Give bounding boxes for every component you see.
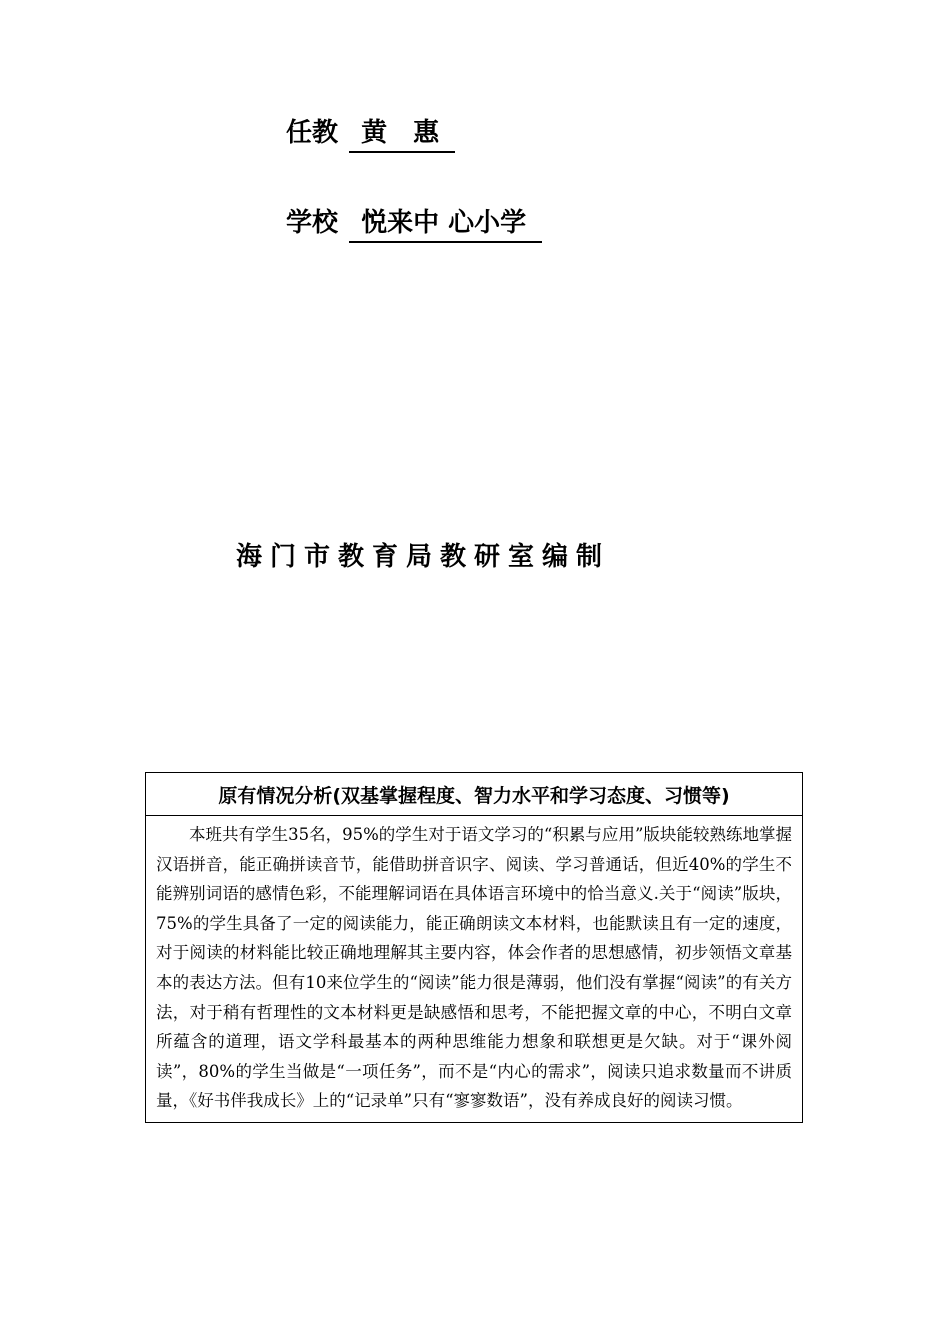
teacher-name: 黄 惠 bbox=[349, 112, 455, 153]
teacher-line bbox=[286, 112, 455, 153]
analysis-table bbox=[145, 772, 803, 1123]
school-name: 悦来中 心小学 bbox=[349, 202, 542, 243]
teacher-label: 任教 bbox=[286, 118, 339, 148]
analysis-header: 原有情况分析(双基掌握程度、智力水平和学习态度、习惯等) bbox=[146, 773, 803, 816]
analysis-body: 本班共有学生35名，95%的学生对于语文学习的“积累与应用”版块能较熟练地掌握汉语拼音，能正确拼读音节，能借助拼音识字、阅读、学习普通话，但近40%的学生不能辨别词语的感情色彩，不能理解词语在具体语言环境中的恰当意义.关于“阅读”版块，75%的学生具备了一定的阅读能力，能正确朗读文本材料，也能默读且有一定的速度，对于阅读的材料能比较正确地理解其主要内容，体会作者的思想感情，初步领悟文章基本的表达方法。但有10来位学生的“阅读”能力很是薄弱，他们没有掌握“阅读”的有关方法，对于稍有哲理性的文本材料更是缺感悟和思考，不能把握文章的中心，不明白文章所蕴含的道理，语文学科最基本的两种思维能力想象和联想更是欠缺。对于“课外阅读”，80%的学生当做是“一项任务”，而不是“内心的需求”，阅读只追求数量而不讲质量，《好书伴我成长》上的“记录单”只有“寥寥数语”，没有养成良好的阅读习惯。 bbox=[146, 816, 803, 1123]
analysis-body-row bbox=[146, 816, 803, 1123]
editor-credit: 海门市教育局教研室编制 bbox=[236, 542, 611, 572]
analysis-header-row bbox=[146, 773, 803, 816]
school-line bbox=[286, 202, 542, 243]
school-label: 学校 bbox=[286, 208, 339, 238]
